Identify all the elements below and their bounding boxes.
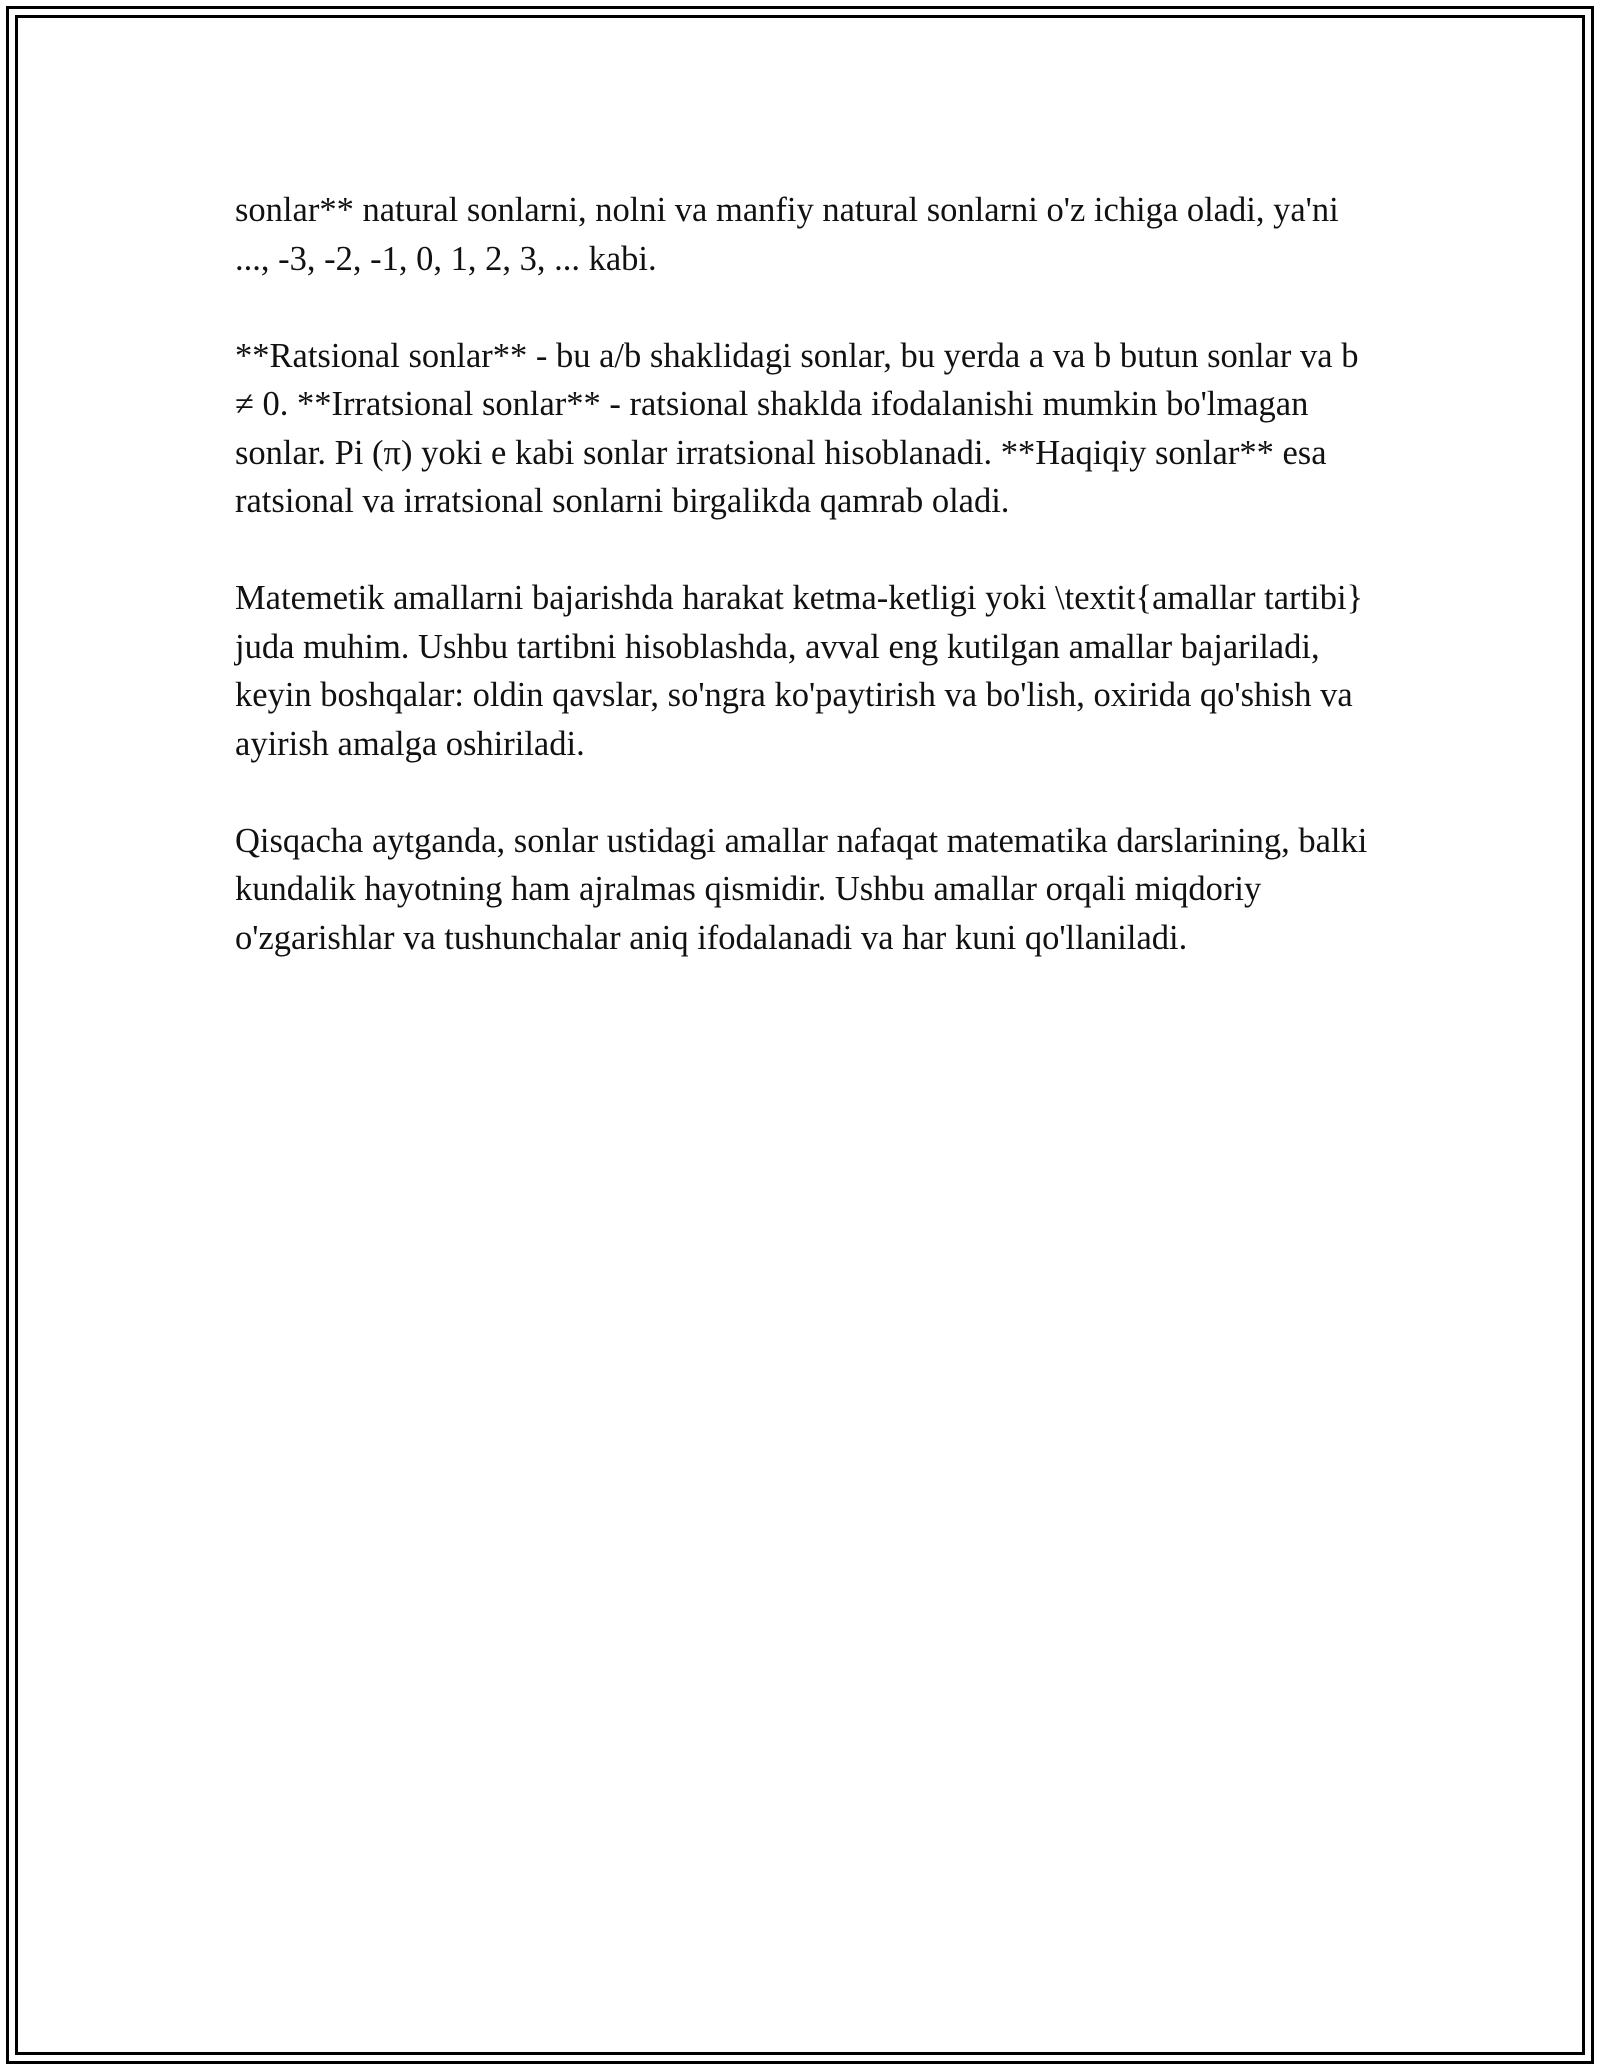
paragraph-summary: Qisqacha aytganda, sonlar ustidagi amallar nafaqat matematika darslarining, balki kundalik hayotning ham ajralmas qismidir. Ushbu amallar orqali miqdoriy o'zgarishlar va tushunchalar aniq ifodalanadi va har kuni qo'llaniladi. [235,821,1368,957]
paragraph-rational-irrational: **Ratsional sonlar** - bu a/b shaklidagi sonlar, bu yerda a va b butun sonlar va b ≠ 0. **Irratsional sonlar** - ratsional shaklda ifodalanishi mumkin bo'lmagan sonlar. Pi (π) yoki e kabi sonlar irratsional hisoblanadi. **Haqiqiy sonlar** esa ratsional va irratsional sonlarni birgalikda qamrab oladi. [235,336,1359,520]
document-body [235,186,1375,1011]
paragraph-order-of-operations: Matemetik amallarni bajarishda harakat ketma-ketligi yoki \textit{amallar tartibi} juda muhim. Ushbu tartibni hisoblashda, avval eng kutilgan amallar bajariladi, keyin boshqalar: oldin qavslar, so'ngra ko'paytirish va bo'lish, oxirida qo'shish va ayirish amalga oshiriladi. [235,579,1364,763]
paragraph-integers: sonlar** natural sonlarni, nolni va manfiy natural sonlarni o'z ichiga oladi, ya'ni ..., -3, -2, -1, 0, 1, 2, 3, ... kabi. [235,191,1339,278]
